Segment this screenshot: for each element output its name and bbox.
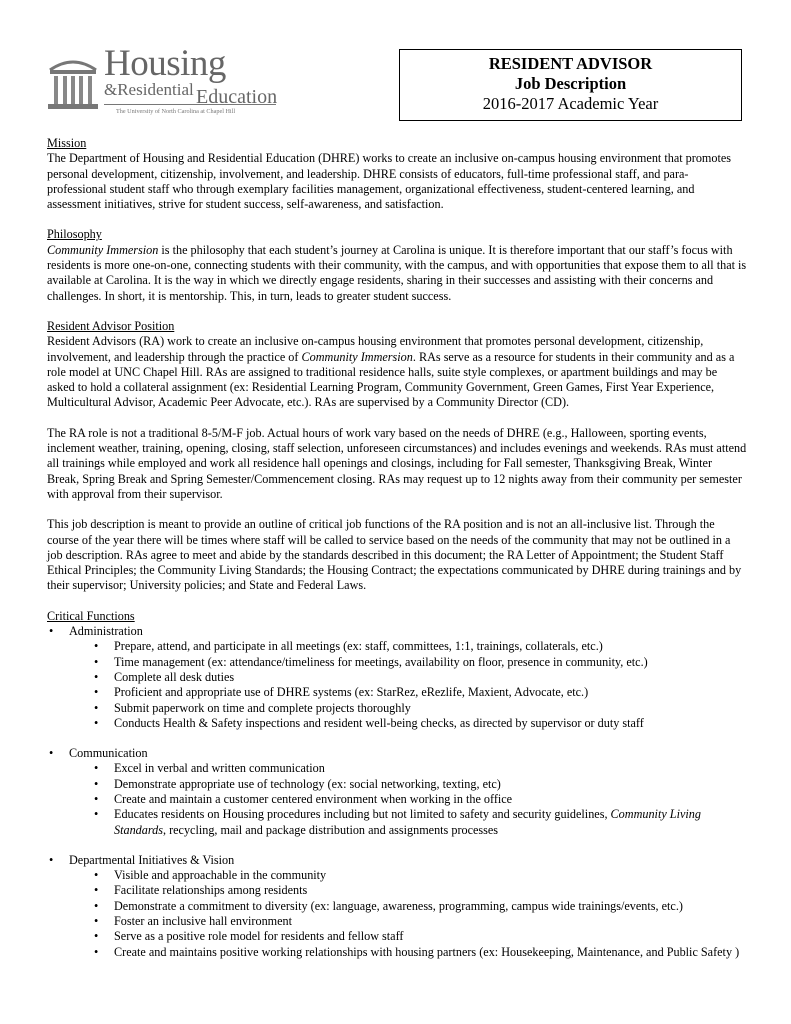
critical-functions-heading: Critical Functions — [47, 608, 135, 623]
communication-sublist — [92, 761, 747, 837]
position-paragraph-1 — [47, 334, 747, 410]
list-item-departmental — [47, 853, 747, 960]
philosophy-body: is the philosophy that each student’s journey at Carolina is unique. It is therefore important that our staff’s focus with residents is more one-on-one, connecting students with their community, with the campus, and with opportunities that expose them to all that is available at Carolina. It is the way in which we directly engage residents, sharing in their successes and assisting with their concerns and challenges. In short, it is mentorship. This, in turn, leads to greater student success. — [47, 242, 747, 303]
title-box — [399, 49, 742, 121]
old-well-icon — [46, 52, 100, 112]
list-item: • Time management (ex: attendance/timeliness for meetings, availability on floor, presence in community, etc.) — [92, 655, 747, 670]
list-item: • Proficient and appropriate use of DHRE systems (ex: StarRez, eRezlife, Maxient, Advocate, etc.) — [92, 685, 747, 700]
list-item: • Visible and approachable in the community — [92, 868, 747, 883]
list-item: • Conducts Health & Safety inspections and resident well-being checks, as directed by supervisor or duty staff — [92, 716, 747, 731]
philosophy-heading: Philosophy — [47, 227, 102, 242]
mission-heading: Mission — [47, 136, 87, 150]
list-item-communication — [47, 746, 747, 853]
logo-housing-text: Housing — [104, 43, 226, 84]
list-item: • Serve as a positive role model for residents and fellow staff — [92, 929, 747, 944]
logo-residential-text: &Residential — [104, 80, 194, 99]
list-item: • Demonstrate a commitment to diversity (ex: language, awareness, programming, campus wide trainings/events, etc.) — [92, 899, 747, 914]
list-item: • Submit paperwork on time and complete projects thoroughly — [92, 701, 747, 716]
logo-tagline: The University of North Carolina at Chapel Hill — [116, 108, 236, 115]
list-item: • Create and maintain a customer centered environment when working in the office — [92, 792, 747, 807]
list-item: • Demonstrate appropriate use of technology (ex: social networking, texting, etc) — [92, 777, 747, 792]
philosophy-italic: Community Immersion — [47, 242, 159, 257]
logo-education-text: Education — [196, 86, 278, 108]
document-subtitle: Job Description — [514, 74, 627, 93]
philosophy-text — [47, 243, 747, 304]
communication-last-start: Educates residents on Housing procedures including but not limited to safety and security guidelines, — [114, 807, 611, 822]
position-paragraph-2: The RA role is not a traditional 8-5/M-F job. Actual hours of work vary based on the needs of DHRE (e.g., Halloween, sporting events, inclement weather, training, opening, closing, staff selection, unforeseen circumstances) and includes evenings and weekends. RAs must attend all trainings while employed and work all residence hall openings and closings, including for Fall semester, Thanksgiving Break, Winter Break, Spring Break and Spring Semester/Commencement closing. RAs may request up to 12 nights away from their community per semester with approval from their supervisor. — [47, 425, 747, 501]
position-heading: Resident Advisor Position — [47, 318, 175, 333]
administration-sublist — [92, 639, 747, 731]
housing-logo — [46, 43, 278, 124]
departmental-sublist — [92, 868, 747, 960]
list-item — [92, 807, 747, 838]
position-p1-start: Resident Advisors (RA) work to create an inclusive on-campus housing environment that promotes personal development, citizenship, involvement, and leadership through the practice of — [47, 334, 704, 364]
communication-last-italic: Community Living Standards — [114, 807, 701, 837]
communication-label: Communication — [69, 746, 148, 761]
document-title: RESIDENT ADVISOR — [488, 54, 653, 73]
list-item: • Facilitate relationships among residents — [92, 883, 747, 898]
position-p1-end: . RAs serve as a resource for students in their community and as a role model at UNC Chapel Hill. RAs are assigned to traditional residence halls, suite style complexes, or apartment buildings and may be asked to hold a collateral assignment (ex: Residential Learning Program, Community Government, Green Games, First Year Experience, Multicultural Advisor, Academic Peer Advocate, etc.). RAs are supervised by a Community Director (CD). — [47, 349, 735, 410]
position-paragraph-3: This job description is meant to provide an outline of critical job functions of the RA position and is not an all-inclusive list. Through the course of the year there will be times where staff will be called to service based on the needs of the community that may not be outlined in a job description. RAs agree to meet and abide by the standards described in this document; the RA Letter of Appointment; the Student Staff Ethical Principles; the Community Living Standards; the Housing Contract; the expectations communicated by DHRE during trainings and by their supervisor; University policies; and State and Federal Laws. — [47, 517, 742, 593]
communication-last-end: , recycling, mail and package distribution and assignments processes — [162, 822, 499, 837]
document-body — [47, 136, 747, 960]
list-item: • Prepare, attend, and participate in all meetings (ex: staff, committees, 1:1, trainings, collaterals, etc.) — [92, 639, 747, 654]
list-item: • Create and maintains positive working relationships with housing partners (ex: Housekeeping, Maintenance, and Public Safety ) — [92, 945, 747, 960]
departmental-label: Departmental Initiatives & Vision — [69, 852, 235, 867]
list-item: • Excel in verbal and written communication — [92, 761, 747, 776]
mission-text: The Department of Housing and Residential Education (DHRE) works to create an inclusive on-campus housing environment that promotes personal development, citizenship, involvement, and leadership. DHRE consists of educators, full-time professional staff, and para-professional student staff who through exemplary facilities management, organizational effectiveness, student-centered learning, and assessment initiatives, strive for student success, self-awareness, and satisfaction. — [47, 151, 732, 212]
list-item: • Complete all desk duties — [92, 670, 747, 685]
list-item-administration — [47, 624, 747, 746]
administration-label: Administration — [69, 624, 143, 639]
position-p1-italic: Community Immersion — [301, 349, 413, 364]
academic-year: 2016-2017 Academic Year — [482, 94, 659, 113]
critical-functions-list — [47, 624, 747, 960]
list-item: • Foster an inclusive hall environment — [92, 914, 747, 929]
